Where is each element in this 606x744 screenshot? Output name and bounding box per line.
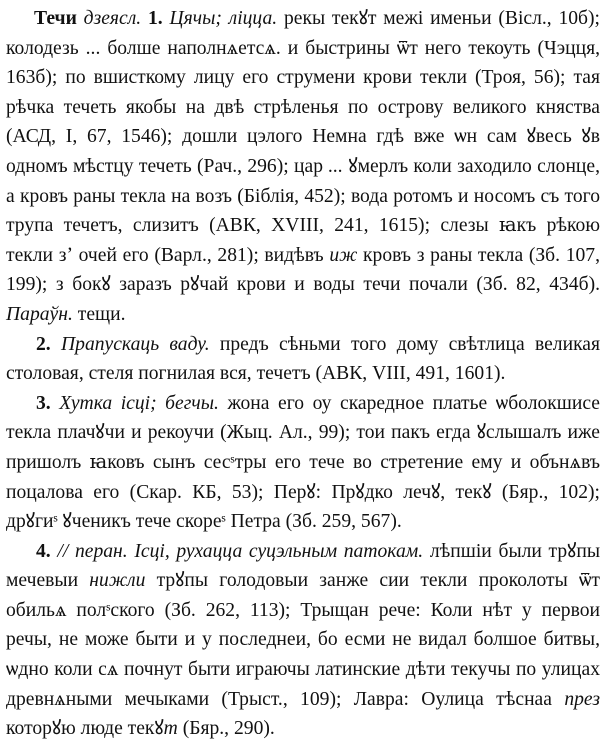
sense-1-ref-label: Параўн. bbox=[6, 303, 73, 325]
sense-1-text-mid: ꙋмерлъ коли заходило слонце, а кровъ раны текла на возъ (Бiблія, 452); вода ротомъ и носомъ съ того трупа течетъ, слизитъ (АВК, XVIII, 241, 1615); слезы ꙗкъ рѣкою текли зʼ очей его (Варл., 281); видѣвъ bbox=[6, 155, 601, 266]
sense-3-gloss: Хутка ісці; бегчы. bbox=[59, 392, 219, 414]
part-of-speech: дзеясл. bbox=[83, 8, 142, 29]
sense-4-text-3: которꙋю люде текꙋ bbox=[6, 718, 164, 740]
sense-4-text-4: (Бяр., 290). bbox=[177, 718, 275, 740]
sense-1-ref-word: тещи. bbox=[72, 303, 126, 325]
sense-1 bbox=[6, 4, 600, 330]
sense-1-gloss: Цячы; ліцца. bbox=[169, 8, 278, 29]
sense-4-italic-t: т bbox=[163, 718, 178, 740]
sense-4-number: 4. bbox=[36, 540, 51, 562]
sense-2-number: 2. bbox=[36, 333, 51, 355]
sense-1-text-tail: кровъ з раны текла (Зб. 107, 199); з бокꙋ заразъ рꙋчай крови и воды течи почали (Зб. 82, 434б). bbox=[6, 244, 600, 296]
sense-1-text: рекы текꙋт межі именьи (Віcл., 10б); колодезь ... болше наполнѧетсѧ. и быстрины ѿт него текоуть (Чэцця, 163б); по вшисткому лицу его струмени крови текли (Троя, 56); тая рѣчка течеть якобы на двѣ стрѣленья по острову великого княства (АСД, I, 67, 1546); дошли цэлого Немна гдѣ вже ѡн сам ꙋвесь ꙋв одномъ мѣстцу течеть (Рач., 296); цар bbox=[6, 8, 600, 177]
sense-1-ellipsis: ... bbox=[323, 155, 344, 177]
sense-3-number: 3. bbox=[36, 392, 51, 414]
sense-2-gloss: Прапускаць ваду. bbox=[61, 333, 210, 355]
sense-4-italic-prez: през bbox=[564, 688, 600, 710]
headword: Течи bbox=[34, 8, 77, 29]
sense-3-text: жона его оу скаредное платье ѡболокшисе текла плачꙋчи и рекоучи (Жыц. Ал., 99); тои пакъ егда ꙋслышалъ иже пришолъ ꙗковъ сынъ сесˢтры его тече во стретение ему и обънѧвъ поцалова его (Скар. КБ, 53); Перꙋ: Прꙋдко лечꙋ, текꙋ (Бяр., 102); дрꙋгиˢ ꙋченикъ тече скореˢ Петра (Зб. 259, 567). bbox=[6, 392, 601, 533]
sense-1-italic-izh: иж bbox=[329, 244, 358, 266]
sense-2-text: предъ сѣньми того дому свѣтлица великая столовая, стеля погнилая вся, течетъ (АВК, VIII, 491, 1601). bbox=[6, 333, 601, 385]
sense-4 bbox=[6, 537, 600, 744]
sense-3 bbox=[6, 389, 600, 537]
sense-2 bbox=[6, 330, 600, 389]
sense-4-text-2: трꙋпы голодовыи занже сии текли проколоты ѿт обильѧ полˢского (Зб. 262, 113); Трыщан рече: Коли нѣт у первои речы, не може быти и у последнеи, бо есми не видал болшое битвы, ѡдно коли сѧ почнут быти играючы латинские дѣти текучы по улицах древнѧными мечыками (Трыст., 109); Лавра: Оулица тѣснаа bbox=[6, 570, 600, 710]
sense-4-italic-nizhli: нижли bbox=[89, 570, 146, 592]
sense-1-number: 1. bbox=[147, 8, 163, 29]
sense-4-text-1: лѣпшіи были трꙋпы мечевыи bbox=[6, 540, 600, 592]
sense-4-gloss: // перан. Ісці, рухацца суцэльным патокам. bbox=[57, 540, 424, 562]
